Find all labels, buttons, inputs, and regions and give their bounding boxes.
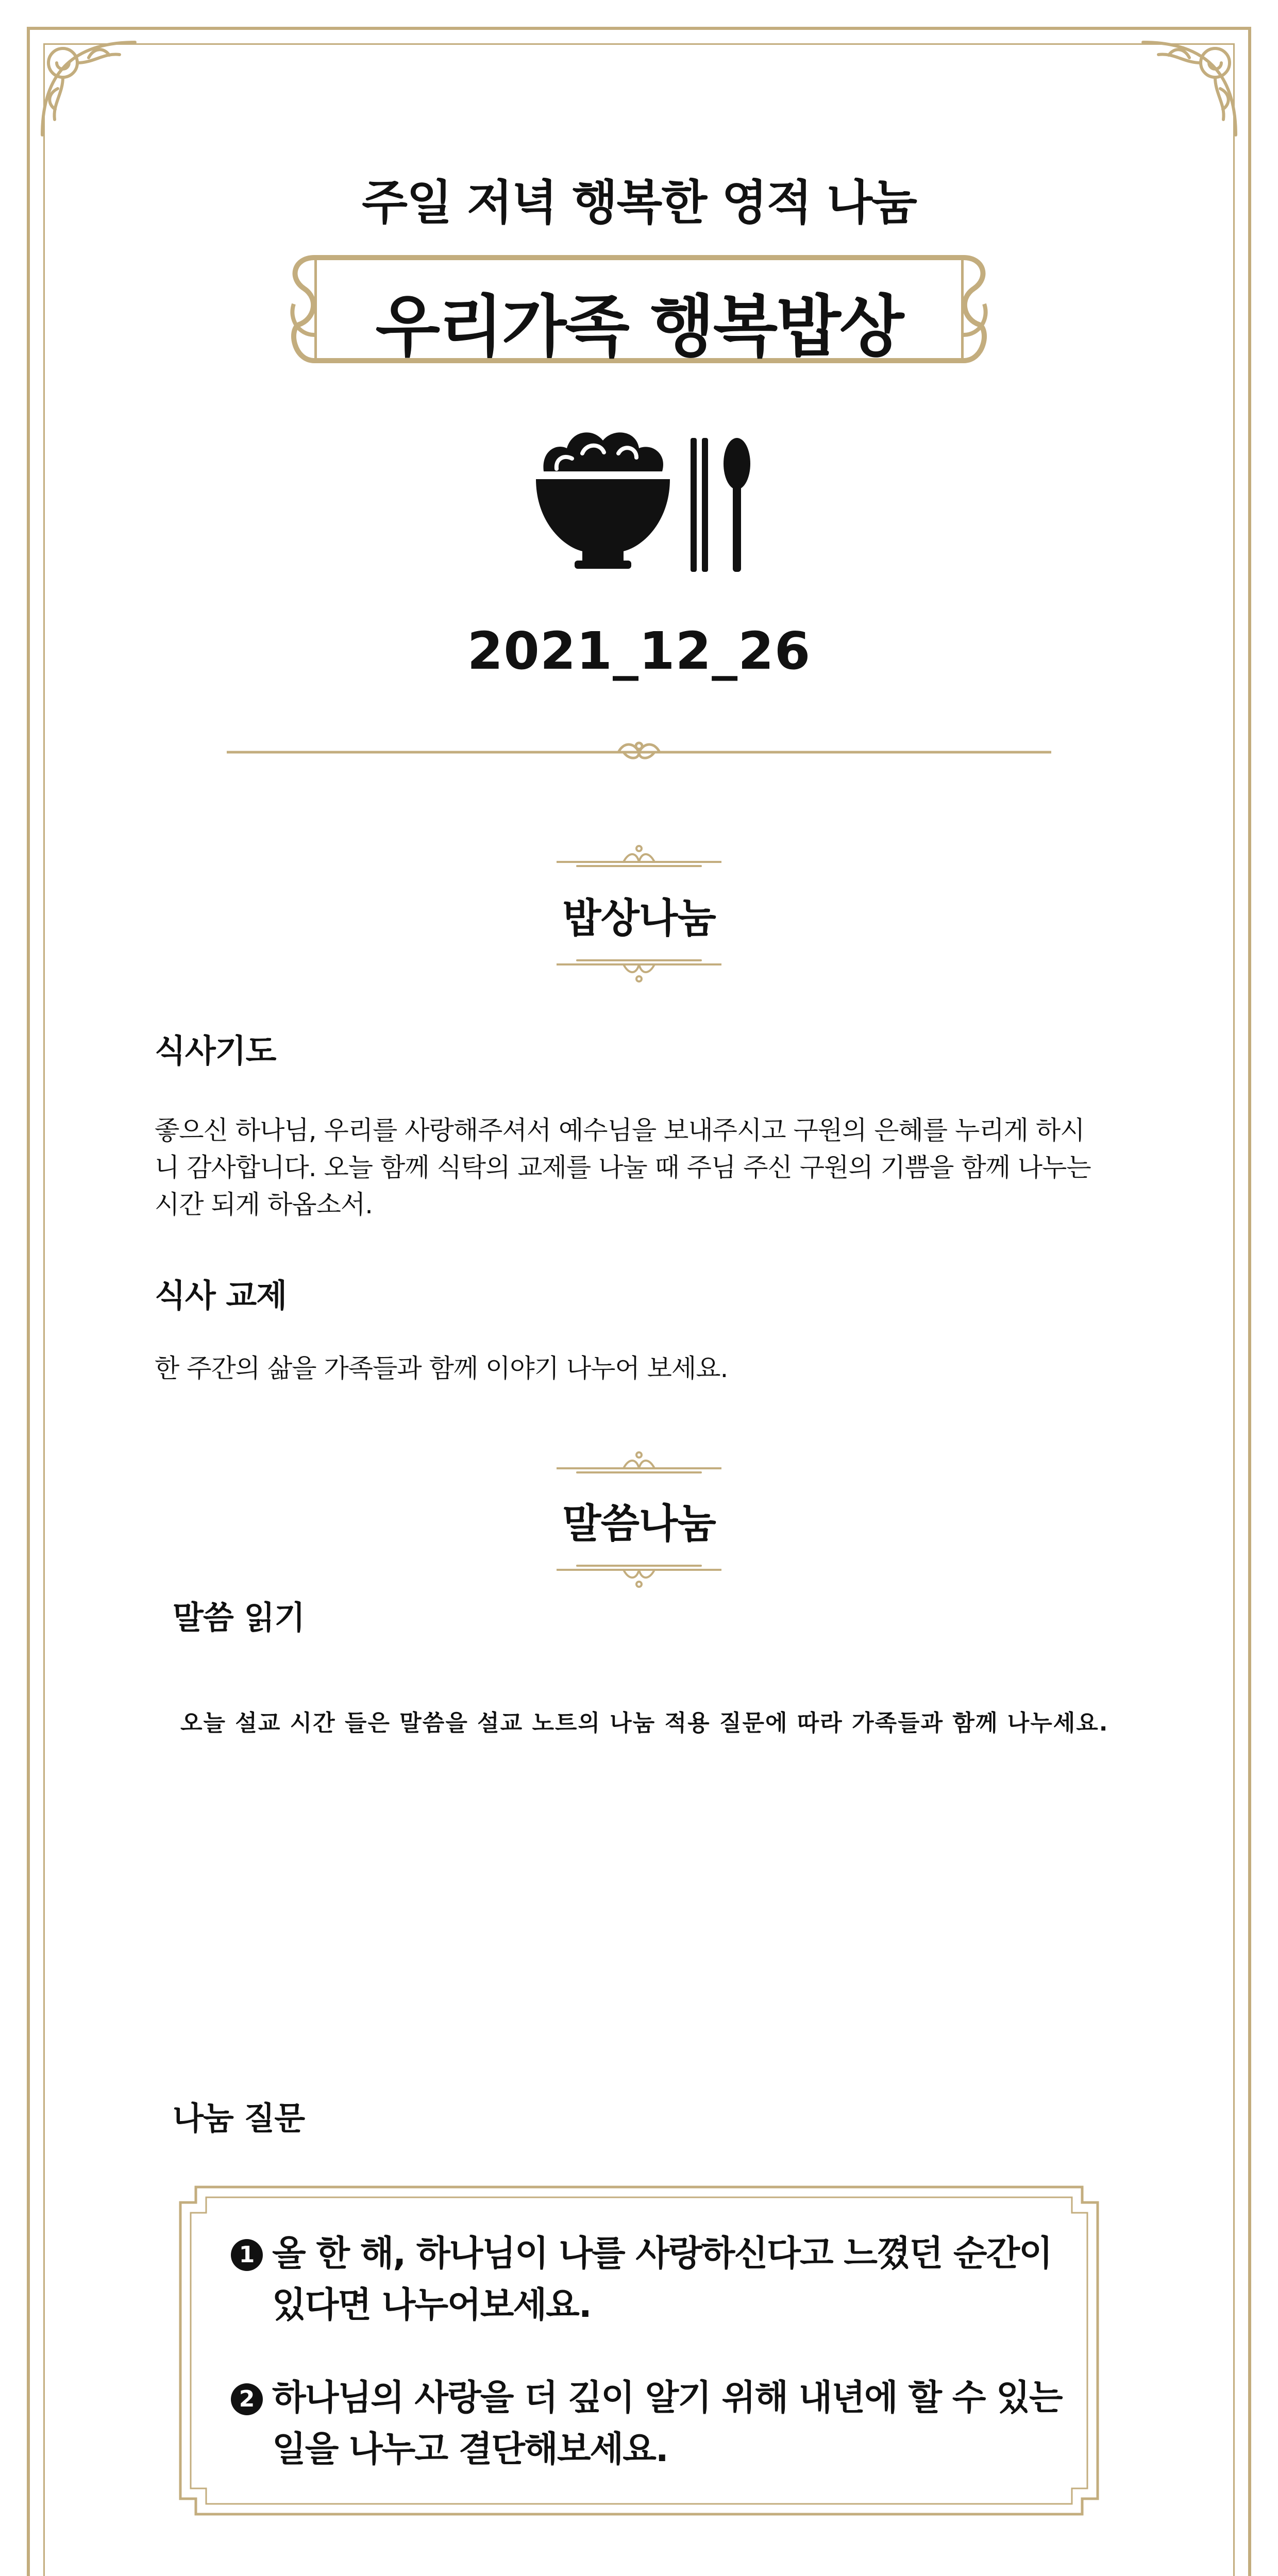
prayer-line: 좋으신 하나님, 우리를 사랑해주셔서 예수님을 보내주시고 구원의 은혜를 누리게 하시 [155,1115,1085,1145]
question-2-line-2: 일을 나누고 결단해보세요. [272,2429,668,2470]
section-ornament-top-icon [557,842,721,868]
corner-ornament-icon [1128,32,1246,150]
reading-text: 오늘 설교 시간 들은 말씀을 설교 노트의 나눔 적용 질문에 따라 가족들과 함께 나누세요. [180,1710,1109,1736]
section-ornament-bottom-icon [557,958,721,984]
question-2 [231,2370,1062,2420]
ornamental-divider-icon [227,737,1051,768]
corner-ornament-icon [32,32,150,150]
fellowship-heading: 식사 교제 [155,1277,287,1314]
questions-heading: 나눔 질문 [173,2099,305,2137]
question-1 [231,2226,1052,2276]
question-2-line-1: 하나님의 사랑을 더 깊이 알기 위해 내년에 할 수 있는 [272,2378,1062,2418]
page-subtitle: 주일 저녁 행복한 영적 나눔 [362,175,916,230]
prayer-line: 시간 되게 하옵소서. [155,1190,373,1219]
date: 2021_12_26 [467,621,811,681]
question-1-line-2: 있다면 나누어보세요. [272,2285,591,2326]
prayer-line: 니 감사합니다. 오늘 함께 식탁의 교제를 나눌 때 주님 주신 구원의 기쁨을 함께 나누는 [155,1153,1091,1182]
rice-bowl-and-utensils-icon [526,422,763,577]
section-ornament-bottom-icon [557,1564,721,1589]
fellowship-text: 한 주간의 삶을 가족들과 함께 이야기 나누어 보세요. [155,1353,728,1383]
reading-heading: 말씀 읽기 [173,1599,305,1636]
prayer-text [155,1112,1134,1223]
section-ornament-top-icon [557,1449,721,1475]
page-title: 우리가족 행복밥상 [375,287,903,366]
questions-box [175,2182,1103,2519]
section-title-word: 말씀나눔 [562,1501,716,1547]
number-badge-2: 2 [231,2383,263,2415]
number-badge-1: 1 [231,2239,263,2271]
question-1-line-1: 올 한 해, 하나님이 나를 사랑하신다고 느꼈던 순간이 [272,2233,1052,2274]
section-title-meal: 밥상나눔 [562,895,716,942]
closing-instruction [175,2568,1085,2576]
prayer-heading: 식사기도 [155,1032,276,1070]
